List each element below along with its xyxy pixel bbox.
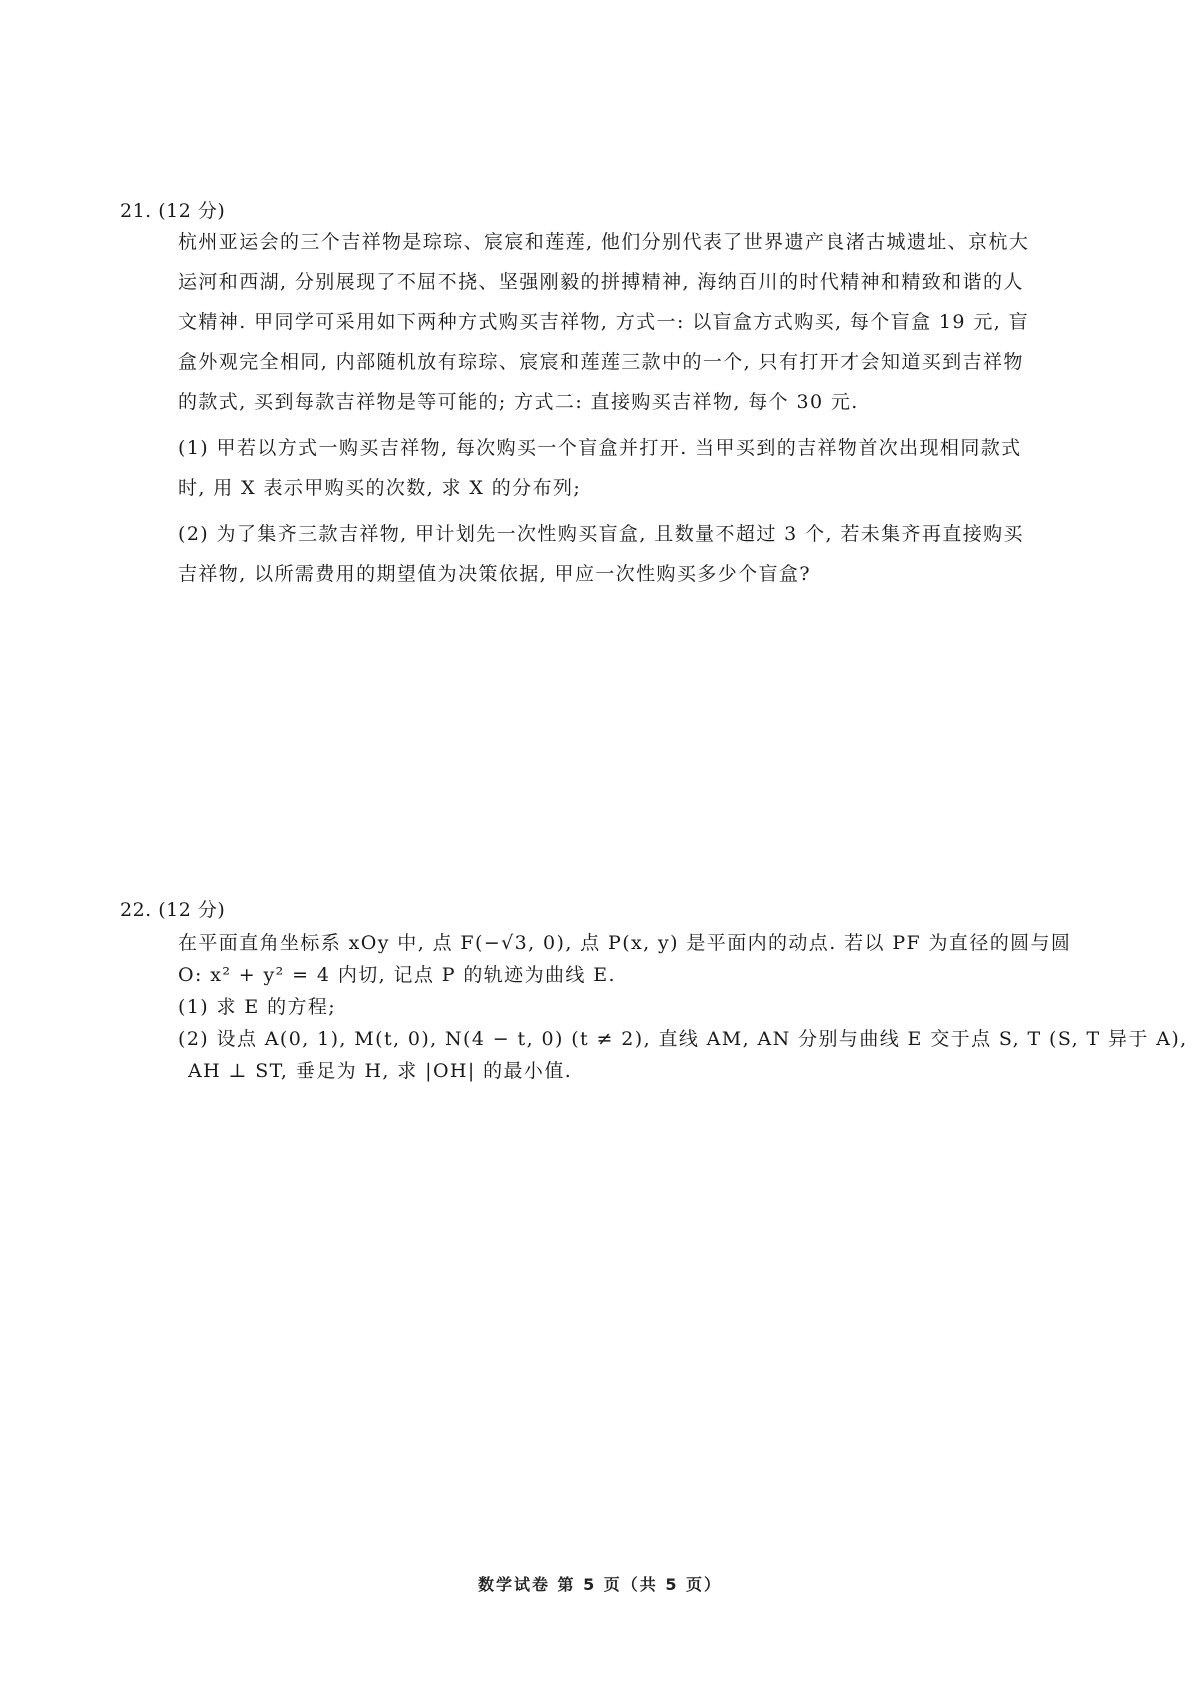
q22-part2-line: AH ⊥ ST, 垂足为 H, 求 |OH| 的最小值. xyxy=(188,1060,573,1082)
q22-line: O: x² + y² = 4 内切, 记点 P 的轨迹为曲线 E. xyxy=(178,964,616,986)
q21-line: 杭州亚运会的三个吉祥物是琮琮、宸宸和莲莲, 他们分别代表了世界遗产良渚古城遗址、京杭大 xyxy=(178,231,1030,253)
q21-line: 运河和西湖, 分别展现了不屈不挠、坚强刚毅的拼搏精神, 海纳百川的时代精神和精致和谐的人 xyxy=(178,271,1024,293)
q21-header: 21. (12 分) xyxy=(120,200,226,222)
q21-part1-line: 时, 用 X 表示甲购买的次数, 求 X 的分布列; xyxy=(178,477,582,499)
page-footer: 数学试卷 第 5 页（共 5 页） xyxy=(477,1575,723,1594)
q21-part2-line: 吉祥物, 以所需费用的期望值为决策依据, 甲应一次性购买多少个盲盒? xyxy=(178,563,811,585)
q21-line: 文精神. 甲同学可采用如下两种方式购买吉祥物, 方式一: 以盲盒方式购买, 每个盲盒 19 元, 盲 xyxy=(178,311,1030,333)
q22-line: 在平面直角坐标系 xOy 中, 点 F(−√3, 0), 点 P(x, y) 是平面内的动点. 若以 PF 为直径的圆与圆 xyxy=(178,932,1072,954)
q22-part2-line: (2) 设点 A(0, 1), M(t, 0), N(4 − t, 0) (t ≠ 2), 直线 AM, AN 分别与曲线 E 交于点 S, T (S, T 异于 A), xyxy=(178,1028,1188,1050)
q22-part1-line: (1) 求 E 的方程; xyxy=(178,996,337,1018)
q21-part2-line: (2) 为了集齐三款吉祥物, 甲计划先一次性购买盲盒, 且数量不超过 3 个, 若未集齐再直接购买 xyxy=(178,523,1024,545)
q21-text xyxy=(178,222,1046,594)
q21-part1-line: (1) 甲若以方式一购买吉祥物, 每次购买一个盲盒并打开. 当甲买到的吉祥物首次出现相同款式 xyxy=(178,437,1022,459)
q21-line: 盒外观完全相同, 内部随机放有琮琮、宸宸和莲莲三款中的一个, 只有打开才会知道买到吉祥物 xyxy=(178,351,1024,373)
q22-header: 22. (12 分) xyxy=(120,899,226,921)
q21-line: 的款式, 买到每款吉祥物是等可能的; 方式二: 直接购买吉祥物, 每个 30 元. xyxy=(178,391,859,413)
q22-text xyxy=(178,927,1188,1087)
